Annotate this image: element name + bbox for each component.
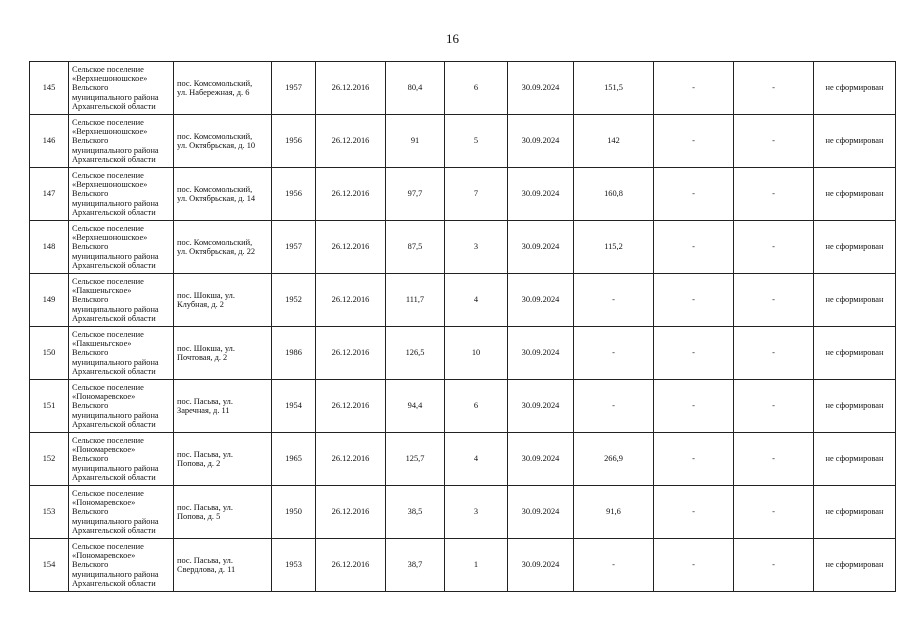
address-cell	[174, 486, 272, 539]
value-c-cell: -	[734, 274, 814, 327]
address-cell	[174, 380, 272, 433]
row-number: 151	[30, 380, 69, 433]
recognition-date-cell: 26.12.2016	[316, 115, 386, 168]
address-cell	[174, 433, 272, 486]
row-number: 154	[30, 539, 69, 592]
value-c-cell: -	[734, 62, 814, 115]
table-row	[30, 433, 896, 486]
owner-cell-line: муниципального района	[72, 569, 159, 579]
owner-cell-line: муниципального района	[72, 145, 159, 155]
year-built-cell: 1953	[272, 539, 316, 592]
owner-cell-line: Вельского	[72, 454, 109, 464]
owner-cell-line: «Пономаревское»	[72, 498, 136, 508]
owner-cell-line: Вельского	[72, 83, 109, 93]
recognition-date-cell: 26.12.2016	[316, 486, 386, 539]
year-built-cell: 1954	[272, 380, 316, 433]
owner-cell-line: муниципального района	[72, 463, 159, 473]
owner-cell	[69, 62, 174, 115]
address-cell-line: Попова, д. 2	[177, 459, 221, 468]
owner-cell-line: Сельское поселение	[72, 541, 144, 551]
address-cell	[174, 62, 272, 115]
year-built-cell: 1950	[272, 486, 316, 539]
owner-cell-line: Архангельской области	[72, 154, 156, 164]
land-area-cell: -	[574, 327, 654, 380]
address-cell-line: Попова, д. 5	[177, 512, 221, 521]
area-cell: 87,5	[386, 221, 445, 274]
area-cell: 111,7	[386, 274, 445, 327]
owner-cell-line: «Пономаревское»	[72, 551, 136, 561]
value-c-cell: -	[734, 539, 814, 592]
owner-cell-line: Архангельской области	[72, 313, 156, 323]
table-row	[30, 221, 896, 274]
owner-cell-line: муниципального района	[72, 92, 159, 102]
owner-cell-line: Вельского	[72, 136, 109, 146]
value-c-cell: -	[734, 486, 814, 539]
land-area-cell: -	[574, 274, 654, 327]
owner-cell-line: муниципального района	[72, 251, 159, 261]
planned-date-cell: 30.09.2024	[508, 115, 574, 168]
owner-cell	[69, 486, 174, 539]
planned-date-cell: 30.09.2024	[508, 221, 574, 274]
owner-cell	[69, 380, 174, 433]
owner-cell	[69, 327, 174, 380]
owner-cell-line: муниципального района	[72, 357, 159, 367]
owner-cell-line: Архангельской области	[72, 419, 156, 429]
owner-cell-line: муниципального района	[72, 516, 159, 526]
table-row	[30, 380, 896, 433]
address-cell-line: ул. Октябрьская, д. 14	[177, 194, 256, 203]
status-cell: не сформирован	[814, 380, 896, 433]
owner-cell	[69, 168, 174, 221]
value-c-cell: -	[734, 327, 814, 380]
address-cell-line: пос. Комсомольский,	[177, 237, 253, 247]
address-cell-line: пос. Пасьва, ул.	[177, 555, 233, 565]
status-cell: не сформирован	[814, 168, 896, 221]
residents-cell: 5	[445, 115, 508, 168]
year-built-cell: 1952	[272, 274, 316, 327]
owner-cell-line: Сельское поселение	[72, 64, 144, 74]
value-c-cell: -	[734, 168, 814, 221]
value-c-cell: -	[734, 380, 814, 433]
area-cell: 38,7	[386, 539, 445, 592]
owner-cell	[69, 433, 174, 486]
owner-cell-line: Архангельской области	[72, 260, 156, 270]
value-b-cell: -	[654, 221, 734, 274]
owner-cell-line: Сельское поселение	[72, 382, 144, 392]
owner-cell	[69, 221, 174, 274]
address-cell-line: пос. Шокша, ул.	[177, 343, 235, 353]
owner-cell-line: Сельское поселение	[72, 276, 144, 286]
recognition-date-cell: 26.12.2016	[316, 221, 386, 274]
address-cell-line: Свердлова, д. 11	[177, 565, 236, 574]
owner-cell-line: Архангельской области	[72, 101, 156, 111]
year-built-cell: 1986	[272, 327, 316, 380]
address-cell-line: Клубная, д. 2	[177, 300, 224, 309]
residents-cell: 6	[445, 380, 508, 433]
value-c-cell: -	[734, 433, 814, 486]
value-b-cell: -	[654, 539, 734, 592]
row-number: 152	[30, 433, 69, 486]
owner-cell-line: Вельского	[72, 242, 109, 252]
planned-date-cell: 30.09.2024	[508, 380, 574, 433]
address-cell	[174, 327, 272, 380]
area-cell: 97,7	[386, 168, 445, 221]
recognition-date-cell: 26.12.2016	[316, 327, 386, 380]
owner-cell-line: Архангельской области	[72, 525, 156, 535]
residents-cell: 3	[445, 221, 508, 274]
address-cell-line: ул. Октябрьская, д. 22	[177, 247, 256, 256]
planned-date-cell: 30.09.2024	[508, 62, 574, 115]
address-cell	[174, 539, 272, 592]
address-cell-line: пос. Пасьва, ул.	[177, 449, 233, 459]
residents-cell: 4	[445, 433, 508, 486]
recognition-date-cell: 26.12.2016	[316, 539, 386, 592]
year-built-cell: 1956	[272, 115, 316, 168]
owner-cell-line: Архангельской области	[72, 578, 156, 588]
value-c-cell: -	[734, 115, 814, 168]
row-number: 145	[30, 62, 69, 115]
owner-cell-line: Сельское поселение	[72, 329, 144, 339]
recognition-date-cell: 26.12.2016	[316, 380, 386, 433]
status-cell: не сформирован	[814, 115, 896, 168]
owner-cell-line: муниципального района	[72, 304, 159, 314]
value-b-cell: -	[654, 486, 734, 539]
owner-cell-line: «Пакшеньгское»	[72, 286, 132, 296]
owner-cell	[69, 539, 174, 592]
planned-date-cell: 30.09.2024	[508, 433, 574, 486]
recognition-date-cell: 26.12.2016	[316, 433, 386, 486]
status-cell: не сформирован	[814, 221, 896, 274]
value-b-cell: -	[654, 274, 734, 327]
land-area-cell: 91,6	[574, 486, 654, 539]
value-b-cell: -	[654, 327, 734, 380]
land-area-cell: 160,8	[574, 168, 654, 221]
owner-cell	[69, 115, 174, 168]
planned-date-cell: 30.09.2024	[508, 539, 574, 592]
recognition-date-cell: 26.12.2016	[316, 168, 386, 221]
owner-cell-line: Сельское поселение	[72, 223, 144, 233]
owner-cell-line: «Пономаревское»	[72, 445, 136, 455]
owner-cell-line: «Верхнешоношское»	[72, 180, 148, 190]
table-row	[30, 327, 896, 380]
value-b-cell: -	[654, 62, 734, 115]
row-number: 149	[30, 274, 69, 327]
owner-cell-line: муниципального района	[72, 410, 159, 420]
owner-cell-line: Сельское поселение	[72, 435, 144, 445]
recognition-date-cell: 26.12.2016	[316, 274, 386, 327]
status-cell: не сформирован	[814, 327, 896, 380]
land-area-cell: -	[574, 539, 654, 592]
area-cell: 94,4	[386, 380, 445, 433]
year-built-cell: 1965	[272, 433, 316, 486]
area-cell: 38,5	[386, 486, 445, 539]
value-b-cell: -	[654, 168, 734, 221]
owner-cell-line: «Верхнешоношское»	[72, 233, 148, 243]
owner-cell-line: Сельское поселение	[72, 170, 144, 180]
value-b-cell: -	[654, 380, 734, 433]
owner-cell-line: «Пакшеньгское»	[72, 339, 132, 349]
planned-date-cell: 30.09.2024	[508, 327, 574, 380]
owner-cell-line: Архангельской области	[72, 207, 156, 217]
address-cell	[174, 221, 272, 274]
recognition-date-cell: 26.12.2016	[316, 62, 386, 115]
status-cell: не сформирован	[814, 62, 896, 115]
area-cell: 91	[386, 115, 445, 168]
address-cell-line: Почтовая, д. 2	[177, 353, 228, 362]
owner-cell-line: Сельское поселение	[72, 488, 144, 498]
status-cell: не сформирован	[814, 539, 896, 592]
owner-cell-line: Архангельской области	[72, 366, 156, 376]
land-area-cell: 151,5	[574, 62, 654, 115]
owner-cell-line: Сельское поселение	[72, 117, 144, 127]
land-area-cell: 142	[574, 115, 654, 168]
row-number: 150	[30, 327, 69, 380]
table-row	[30, 539, 896, 592]
owner-cell-line: муниципального района	[72, 198, 159, 208]
table-row	[30, 168, 896, 221]
owner-cell-line: «Верхнешоношское»	[72, 127, 148, 137]
owner-cell-line: Архангельской области	[72, 472, 156, 482]
planned-date-cell: 30.09.2024	[508, 486, 574, 539]
status-cell: не сформирован	[814, 433, 896, 486]
planned-date-cell: 30.09.2024	[508, 274, 574, 327]
owner-cell-line: «Верхнешоношское»	[72, 74, 148, 84]
land-area-cell: 115,2	[574, 221, 654, 274]
owner-cell-line: Вельского	[72, 189, 109, 199]
residents-cell: 1	[445, 539, 508, 592]
row-number: 148	[30, 221, 69, 274]
row-number: 146	[30, 115, 69, 168]
address-cell	[174, 168, 272, 221]
value-b-cell: -	[654, 433, 734, 486]
planned-date-cell: 30.09.2024	[508, 168, 574, 221]
status-cell: не сформирован	[814, 274, 896, 327]
year-built-cell: 1956	[272, 168, 316, 221]
year-built-cell: 1957	[272, 62, 316, 115]
residents-cell: 6	[445, 62, 508, 115]
address-cell	[174, 115, 272, 168]
table-row	[30, 115, 896, 168]
owner-cell-line: Вельского	[72, 560, 109, 570]
owner-cell-line: Вельского	[72, 401, 109, 411]
address-cell-line: пос. Комсомольский,	[177, 184, 253, 194]
address-cell-line: пос. Пасьва, ул.	[177, 502, 233, 512]
address-cell-line: ул. Октябрьская, д. 10	[177, 141, 256, 150]
value-b-cell: -	[654, 115, 734, 168]
owner-cell-line: Вельского	[72, 295, 109, 305]
address-cell-line: ул. Набережная, д. 6	[177, 88, 250, 97]
address-cell-line: пос. Комсомольский,	[177, 78, 253, 88]
table-row	[30, 274, 896, 327]
owner-cell-line: «Пономаревское»	[72, 392, 136, 402]
area-cell: 80,4	[386, 62, 445, 115]
page-number: 16	[446, 31, 459, 46]
table-row	[30, 486, 896, 539]
residents-cell: 7	[445, 168, 508, 221]
address-cell-line: пос. Пасьва, ул.	[177, 396, 233, 406]
land-area-cell: -	[574, 380, 654, 433]
year-built-cell: 1957	[272, 221, 316, 274]
land-area-cell: 266,9	[574, 433, 654, 486]
residents-cell: 3	[445, 486, 508, 539]
address-cell-line: пос. Комсомольский,	[177, 131, 253, 141]
owner-cell	[69, 274, 174, 327]
row-number: 153	[30, 486, 69, 539]
area-cell: 125,7	[386, 433, 445, 486]
address-cell	[174, 274, 272, 327]
residents-cell: 10	[445, 327, 508, 380]
table-row	[30, 62, 896, 115]
address-cell-line: пос. Шокша, ул.	[177, 290, 235, 300]
status-cell: не сформирован	[814, 486, 896, 539]
address-cell-line: Заречная, д. 11	[177, 406, 230, 415]
owner-cell-line: Вельского	[72, 348, 109, 358]
housing-registry-table	[29, 61, 896, 592]
value-c-cell: -	[734, 221, 814, 274]
residents-cell: 4	[445, 274, 508, 327]
owner-cell-line: Вельского	[72, 507, 109, 517]
area-cell: 126,5	[386, 327, 445, 380]
row-number: 147	[30, 168, 69, 221]
